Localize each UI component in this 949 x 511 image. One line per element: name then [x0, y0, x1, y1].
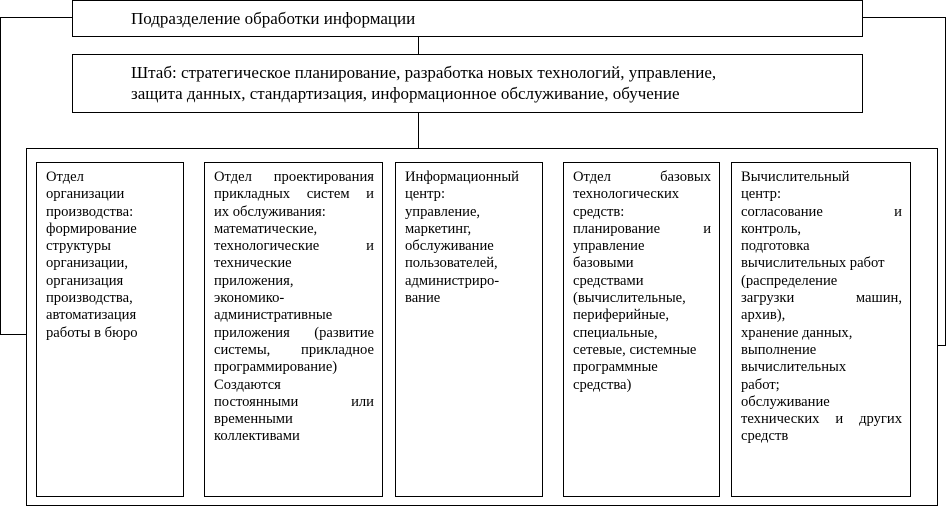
dept-line: вычислительных работ — [741, 255, 885, 272]
dept-line: вычислительных — [741, 359, 847, 376]
department-information-center — [395, 162, 543, 497]
connector-left-top — [0, 17, 72, 18]
dept-line: согласование и — [741, 203, 902, 220]
dept-line: (вычислительные, — [573, 290, 686, 307]
staff-box — [72, 54, 863, 113]
dept-line: структуры — [46, 238, 111, 255]
staff-line-1: Штаб: стратегическое планирование, разработка новых технологий, управление, — [131, 63, 717, 82]
dept-line: Создаются — [214, 376, 281, 393]
dept-line: автоматизация — [46, 307, 137, 324]
dept-line: сетевые, системные — [573, 341, 697, 358]
connector-right-vertical — [945, 17, 946, 346]
dept-line: постоянными или — [214, 393, 374, 410]
connector-left-bottom — [0, 334, 26, 335]
dept-line: управление, — [405, 203, 481, 220]
department-production-organization — [36, 162, 184, 497]
connector-left-vertical — [0, 17, 1, 335]
dept-line: средств — [741, 428, 789, 445]
connector-title-staff — [418, 37, 419, 54]
dept-line: производства, — [46, 290, 133, 307]
dept-line: обслуживание — [405, 238, 494, 255]
dept-line: прикладных систем и — [214, 186, 374, 203]
department-application-systems — [204, 162, 383, 497]
dept-line: администриро- — [405, 272, 500, 289]
dept-line: управление — [573, 238, 645, 255]
dept-line: Вычислительный — [741, 169, 850, 185]
dept-line: (распределение — [741, 272, 838, 289]
dept-line: средствами — [573, 272, 644, 289]
dept-line: планирование и — [573, 220, 711, 237]
dept-line: пользователей, — [405, 255, 498, 272]
dept-line: подготовка — [741, 238, 810, 255]
dept-line: программирование) — [214, 359, 338, 376]
connector-right-bottom — [938, 345, 946, 346]
dept-line: их обслуживания: — [214, 203, 326, 220]
dept-line: периферийные, — [573, 307, 669, 324]
dept-line: Информационный — [405, 169, 519, 185]
dept-line: хранение данных, — [741, 324, 853, 341]
dept-line: технологических — [573, 186, 680, 203]
dept-line: программные — [573, 359, 658, 376]
dept-line: приложения (развитие — [214, 324, 374, 341]
dept-line: Отдел базовых — [573, 169, 711, 185]
dept-line: организации — [46, 186, 125, 203]
connector-staff-departments — [418, 113, 419, 148]
dept-line: технических и других — [741, 411, 902, 428]
dept-line: центр: — [741, 186, 782, 203]
department-base-technology — [563, 162, 720, 497]
dept-line: системы, прикладное — [214, 341, 374, 358]
dept-line: работы в бюро — [46, 324, 138, 341]
dept-line: загрузки машин, — [741, 290, 902, 307]
dept-line: обслуживание — [741, 393, 830, 410]
dept-line: выполнение — [741, 341, 817, 358]
dept-line: маркетинг, — [405, 220, 472, 237]
staff-line-2: защита данных, стандартизация, информационное обслуживание, обучение — [131, 84, 680, 103]
dept-line: организации, — [46, 255, 128, 272]
dept-line: технические — [214, 255, 292, 272]
dept-line: Отдел — [46, 169, 84, 185]
dept-line: организация — [46, 272, 124, 289]
dept-line: вание — [405, 290, 441, 307]
dept-line: архив), — [741, 307, 786, 324]
page-title: Подразделение обработки информации — [131, 9, 416, 28]
dept-line: технологические и — [214, 238, 374, 255]
dept-line: средств: — [573, 203, 625, 220]
dept-line: средства) — [573, 376, 632, 393]
dept-line: коллективами — [214, 428, 300, 445]
dept-line: административные — [214, 307, 333, 324]
dept-line: Отдел проектирования — [214, 169, 374, 185]
dept-line: специальные, — [573, 324, 658, 341]
dept-line: производства: — [46, 203, 134, 220]
dept-line: экономико- — [214, 290, 285, 307]
dept-line: математические, — [214, 220, 318, 237]
department-computing-center — [731, 162, 911, 497]
dept-line: контроль, — [741, 220, 801, 237]
dept-line: приложения, — [214, 272, 294, 289]
dept-line: временными — [214, 411, 293, 428]
connector-right-top — [863, 17, 946, 18]
dept-line: формирование — [46, 220, 137, 237]
dept-line: работ; — [741, 376, 780, 393]
top-title-box — [72, 0, 863, 37]
dept-line: центр: — [405, 186, 446, 203]
dept-line: базовыми — [573, 255, 634, 272]
